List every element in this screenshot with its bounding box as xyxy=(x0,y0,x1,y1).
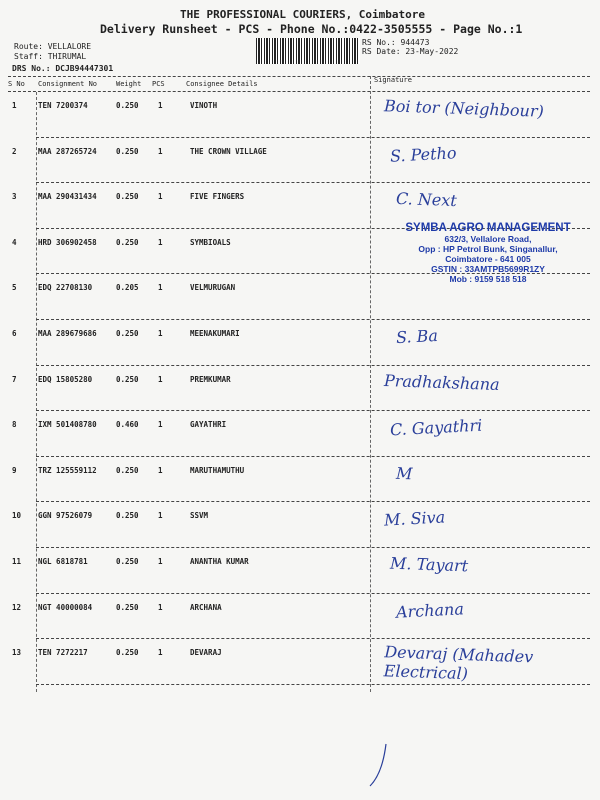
runsheet-subtitle: Delivery Runsheet - PCS - Phone No.:0422-3505555 - Page No.:1 xyxy=(100,22,523,36)
row-signature: S. Petho xyxy=(389,142,457,166)
row-weight: 0.250 xyxy=(116,648,139,658)
row-consignment-no: EDQ 22708130 xyxy=(38,283,93,293)
row-sno: 8 xyxy=(12,420,17,430)
row-signature: M xyxy=(395,463,413,484)
row-weight: 0.250 xyxy=(116,101,139,110)
row-weight: 0.205 xyxy=(116,283,139,293)
row-weight: 0.250 xyxy=(116,602,139,612)
row-signature: C. Next xyxy=(395,189,458,211)
row-signature: Pradhakshana xyxy=(383,370,500,394)
col-header-sno: S No xyxy=(8,80,25,88)
row-consignee: ARCHANA xyxy=(190,602,222,612)
row-signature: Archana xyxy=(395,598,465,622)
row-signature: S. Ba xyxy=(395,325,439,348)
row-sno: 5 xyxy=(12,283,17,293)
row-weight: 0.250 xyxy=(116,146,139,156)
row-rule xyxy=(36,593,590,594)
row-pcs: 1 xyxy=(158,557,163,566)
row-pcs: 1 xyxy=(158,420,163,430)
stamp-line: Opp : HP Petrol Bunk, Singanallur, xyxy=(418,244,558,254)
row-signature: C. Gayathri xyxy=(389,415,483,440)
row-weight: 0.250 xyxy=(116,557,139,566)
row-consignee: DEVARAJ xyxy=(190,648,222,658)
staff-label: Staff: THIRUMAL xyxy=(14,52,87,61)
row-consignment-no: MAA 290431434 xyxy=(38,192,97,202)
row-pcs: 1 xyxy=(158,101,163,110)
header-top-rule xyxy=(8,76,590,77)
drs-number: DRS No.: DCJB94447301 xyxy=(12,64,114,73)
row-weight: 0.250 xyxy=(116,374,139,384)
row-sno: 9 xyxy=(12,465,17,475)
col-header-consignee: Consignee Details xyxy=(186,80,258,88)
row-consignment-no: TEN 7200374 xyxy=(38,101,88,110)
row-consignee: ANANTHA KUMAR xyxy=(190,557,249,566)
stamp-line: Mob : 9159 518 518 xyxy=(449,274,527,284)
col-header-pcs: PCS xyxy=(152,80,165,88)
row-rule xyxy=(36,638,590,639)
row-pcs: 1 xyxy=(158,146,163,156)
row-rule xyxy=(36,410,590,411)
row-consignment-no: NGL 6818781 xyxy=(38,557,88,566)
row-pcs: 1 xyxy=(158,329,163,338)
row-consignee: VELMURUGAN xyxy=(190,283,236,293)
row-rule xyxy=(36,547,590,548)
row-signature: M. Siva xyxy=(383,507,446,530)
row-consignment-no: TRZ 125559112 xyxy=(38,465,97,475)
row-consignee: VINOTH xyxy=(190,101,218,110)
row-consignee: MARUTHAMUTHU xyxy=(190,465,245,475)
row-consignee: THE CROWN VILLAGE xyxy=(190,146,267,156)
stamp-name: SYMBA AGRO MANAGEMENT xyxy=(405,222,571,234)
row-weight: 0.250 xyxy=(116,237,139,247)
row-consignment-no: MAA 287265724 xyxy=(38,146,97,156)
row-pcs: 1 xyxy=(158,237,163,247)
row-sno: 4 xyxy=(12,237,17,247)
row-sno: 2 xyxy=(12,146,17,156)
row-pcs: 1 xyxy=(158,192,163,202)
row-pcs: 1 xyxy=(158,374,163,384)
row-pcs: 1 xyxy=(158,602,163,612)
row-consignee: MEENAKUMARI xyxy=(190,329,240,338)
stamp-line: 632/3, Vellalore Road, xyxy=(444,234,532,244)
row-consignment-no: MAA 289679686 xyxy=(38,329,97,338)
header-bottom-rule xyxy=(8,91,590,92)
row-weight: 0.250 xyxy=(116,511,139,521)
rs-number: RS No.: 944473 xyxy=(362,38,430,47)
row-consignment-no: IXM 501408780 xyxy=(38,420,97,430)
row-rule xyxy=(36,137,590,138)
row-signature: M. Tayart xyxy=(389,553,469,576)
row-weight: 0.250 xyxy=(116,465,139,475)
row-consignment-no: TEN 7272217 xyxy=(38,648,88,658)
row-weight: 0.250 xyxy=(116,329,139,338)
row-rule xyxy=(36,319,590,320)
row-weight: 0.460 xyxy=(116,420,139,430)
row-signature: Boi tor (Neighbour) xyxy=(383,96,545,121)
row-rule xyxy=(36,501,590,502)
row-consignee: GAYATHRI xyxy=(190,420,227,430)
row-sno: 7 xyxy=(12,374,17,384)
row-rule xyxy=(36,365,590,366)
row-pcs: 1 xyxy=(158,511,163,521)
col-header-weight: Weight xyxy=(116,80,142,88)
row-sno: 10 xyxy=(12,511,22,521)
row-pcs: 1 xyxy=(158,465,163,475)
row-consignment-no: NGT 40000084 xyxy=(38,602,93,612)
row-pcs: 1 xyxy=(158,283,163,293)
row-sno: 6 xyxy=(12,329,17,338)
row-consignment-no: EDQ 15805280 xyxy=(38,374,93,384)
row-sno: 1 xyxy=(12,101,17,110)
row-consignee: SYMBIOALS xyxy=(190,237,231,247)
row-weight: 0.250 xyxy=(116,192,139,202)
stamp-line: GSTIN : 33AMTPB5699R1ZY xyxy=(431,264,545,274)
row-sno: 13 xyxy=(12,648,22,658)
route-label: Route: VELLALORE xyxy=(14,42,92,51)
row-consignment-no: HRD 306902458 xyxy=(38,237,97,247)
row-consignment-no: GGN 97526079 xyxy=(38,511,93,521)
barcode xyxy=(256,38,360,64)
row-rule xyxy=(36,456,590,457)
row-sno: 11 xyxy=(12,557,22,566)
row-rule xyxy=(36,182,590,183)
stamp-line: Coimbatore - 641 005 xyxy=(445,254,531,264)
column-divider xyxy=(370,76,371,692)
row-signature: Devaraj (Mahadev Electrical) xyxy=(383,642,534,684)
rs-date: RS Date: 23-May-2022 xyxy=(362,47,459,56)
row-consignee: PREMKUMAR xyxy=(190,374,231,384)
row-sno: 3 xyxy=(12,192,17,202)
pen-check-mark xyxy=(340,740,400,790)
row-sno: 12 xyxy=(12,602,22,612)
row-rule xyxy=(36,684,590,685)
col-header-consignment: Consignment No xyxy=(38,80,98,88)
company-title: THE PROFESSIONAL COURIERS, Coimbatore xyxy=(180,8,426,21)
company-stamp xyxy=(374,222,600,284)
row-pcs: 1 xyxy=(158,648,163,658)
col-header-signature: Signature xyxy=(374,76,412,84)
row-consignee: SSVM xyxy=(190,511,209,521)
row-consignee: FIVE FINGERS xyxy=(190,192,245,202)
